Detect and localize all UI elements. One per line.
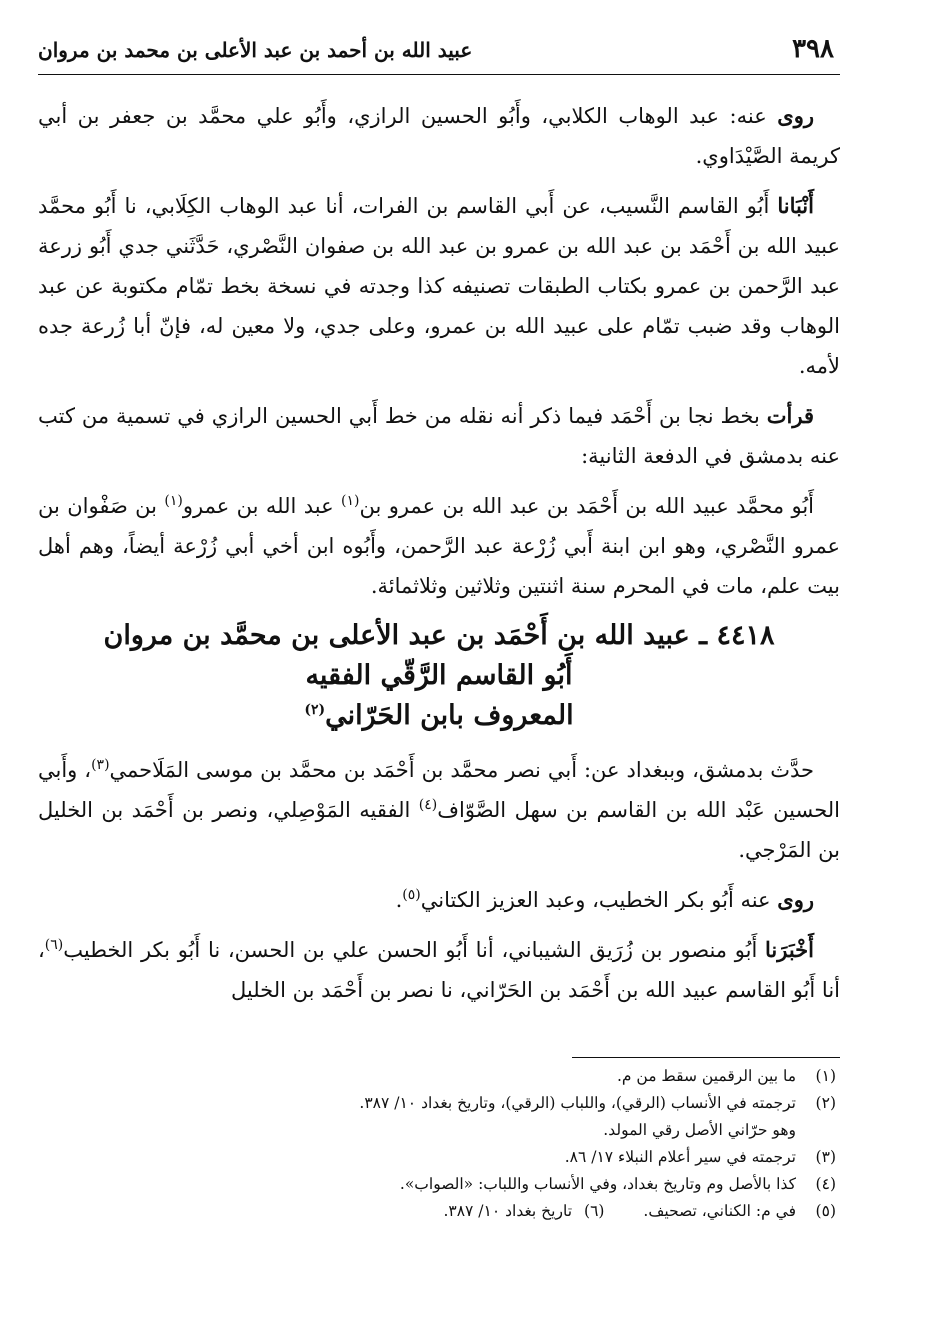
paragraph-text: حدَّث بدمشق، وببغداد عن: أَبي نصر محمَّد بن أَحْمَد بن محمَّد بن موسى المَلَاحمي xyxy=(109,758,815,782)
paragraph-isnad xyxy=(38,186,840,386)
paragraph-narrators xyxy=(38,96,840,176)
lead-word: روى xyxy=(777,887,814,912)
entry-nickname xyxy=(38,696,840,736)
footnote-2 xyxy=(38,1090,840,1117)
footnote-text: ما بين الرقمين سقط من م. xyxy=(616,1067,796,1085)
entry-nickname-text: المعروف بابن الحَرّاني xyxy=(325,700,574,731)
running-title: عبيد الله بن أحمد بن عبد الأعلى بن محمد بن مروان xyxy=(38,38,473,62)
lead-word: روى xyxy=(777,103,814,128)
paragraph-text: أَبُو منصور بن زُرَيق الشيباني، أنا أَبُو الحسن علي بن الحسن، نا أَبُو بكر الخطيب xyxy=(63,938,766,962)
main-text xyxy=(38,96,840,1020)
entry-title: ٤٤١٨ ـ عبيد الله بن أَحْمَد بن عبد الأعلى بن محمَّد بن مروان xyxy=(103,620,775,651)
paragraph-text: أَبُو محمَّد عبيد الله بن أَحْمَد بن عبد الله بن عمرو بن xyxy=(359,494,815,518)
lead-word: أَخْبَرَنا xyxy=(765,937,814,962)
footnote-number: (٣) xyxy=(815,1148,836,1166)
footnote-text: كذا بالأصل وم وتاريخ بغداد، وفي الأنساب واللباب: «الصواب». xyxy=(399,1175,796,1193)
paragraph-reading xyxy=(38,396,840,476)
paragraph-text: بن صَفْوان بن عمرو النَّصْري، وهو ابن ابنة أَبي زُرْعة عبد الرَّحمن، وأَبُوه ابن أخي أبي زُرْعة أيضاً، وهم أهل بيت علم، مات في المحرم سنة اثنتين وثلاثين وثلاثمائة. xyxy=(38,494,840,598)
paragraph-text: . xyxy=(395,888,403,912)
paragraph-text: عنه أَبُو بكر الخطيب، وعبد العزيز الكتاني xyxy=(420,888,778,912)
footnote-3 xyxy=(38,1144,840,1171)
footnote-ref: (١) xyxy=(164,493,183,509)
footnote-text: ترجمته في الأنساب (الرقي)، واللباب (الرقي)، وتاريخ بغداد ١٠/ ٣٨٧. xyxy=(359,1094,796,1112)
paragraph-text: الفقيه المَوْصِلي، ونصر بن أَحْمَد بن الخليل بن المَرْجي. xyxy=(38,798,840,862)
paragraph-text: بخط نجا بن أَحْمَد فيما ذكر أنه نقله من خط أَبي الحسين الرازي في تسمية من كتب عنه بدمشق في الدفعة الثانية: xyxy=(38,404,840,468)
page-header xyxy=(38,28,840,75)
footnote-ref: (٣) xyxy=(91,757,110,773)
paragraph-text: أَبُو القاسم النَّسيب، عن أَبي القاسم بن الفرات، أنا عبد الوهاب الكِلَابي، نا أَبُو محمَّد عبيد الله بن أَحْمَد بن عبد الله بن عمرو بن عبد الله بن صفوان النَّصْري، حَدَّثَني جدي أَبُو زرعة عبد الرَّحمن بن عمرو بكتاب الطبقات تصنيفه كذا وجدته في نسخة بخط تمّام مكتوبة عن عبد الوهاب وقد ضبب تمّام على عبيد الله بن عمرو، وعلى جدي، ولا معين له، فإنّ أبا زُرعة جده لأمه. xyxy=(38,194,840,378)
footnote-divider xyxy=(572,1057,840,1058)
footnote-ref: (٥) xyxy=(402,887,421,903)
footnotes-5-6 xyxy=(38,1198,840,1225)
footnote-number: (٥) xyxy=(815,1202,836,1220)
footnote-text: تاريخ بغداد ١٠/ ٣٨٧. xyxy=(443,1202,573,1220)
paragraph-narrated-by xyxy=(38,880,840,920)
paragraph-text: ، وأَبي الحسين عَبْد الله بن القاسم بن سهل الصَّوّاف xyxy=(38,758,840,822)
footnote-ref: (٢) xyxy=(304,702,326,718)
footnote-1 xyxy=(38,1063,840,1090)
footnote-number: (١) xyxy=(815,1067,836,1085)
paragraph-narrated-from xyxy=(38,750,840,870)
footnote-text: ترجمته في سير أعلام النبلاء ١٧/ ٨٦. xyxy=(564,1148,796,1166)
footnote-number: (٢) xyxy=(815,1094,836,1112)
footnote-2-continued: وهو حرّاني الأصل رقي المولد. xyxy=(603,1121,796,1139)
paragraph-biography xyxy=(38,486,840,606)
footnote-ref: (٦) xyxy=(44,937,64,953)
footnote-number: (٦) xyxy=(584,1202,605,1220)
footnotes xyxy=(38,1063,840,1225)
paragraph-text: ، أنا أَبُو القاسم عبيد الله بن أَحْمَد بن الحَرّاني، نا نصر بن أَحْمَد بن الخليل xyxy=(38,938,840,1002)
lead-word: أَنْبَانا xyxy=(777,193,814,218)
page-number: ٣٩٨ xyxy=(792,34,834,64)
footnote-number: (٤) xyxy=(815,1175,836,1193)
footnote-4 xyxy=(38,1171,840,1198)
footnote-ref: (١) xyxy=(341,493,360,509)
paragraph-transmission xyxy=(38,930,840,1010)
lead-word: قرأت xyxy=(766,403,814,428)
footnote-ref: (٤) xyxy=(418,797,438,813)
entry-kunya: أَبُو القاسم الرَّقّي الفقيه xyxy=(305,660,573,691)
paragraph-text: عبد الله بن عمرو xyxy=(182,494,342,518)
footnote-6 xyxy=(443,1202,604,1220)
paragraph-text: عنه: عبد الوهاب الكلابي، وأَبُو الحسين الرازي، وأَبُو علي محمَّد بن جعفر بن أبي كريمة الصَّيْدَاوي. xyxy=(38,104,840,168)
footnote-text: في م: الكناني، تصحيف. xyxy=(643,1202,796,1220)
entry-heading xyxy=(38,616,840,736)
